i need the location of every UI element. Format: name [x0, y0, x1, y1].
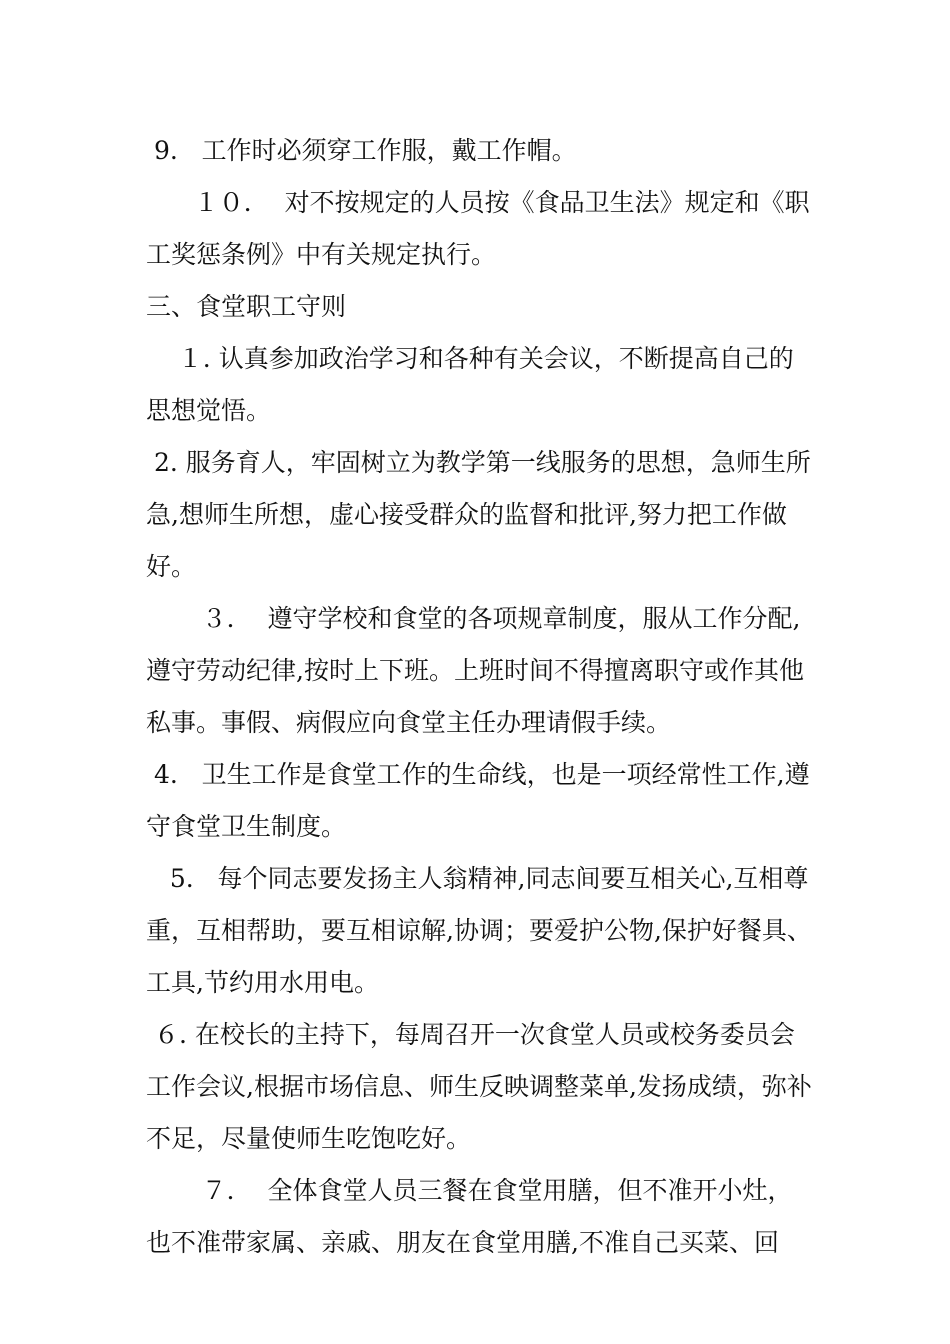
paragraph-rule-9: 9. 工作时必须穿工作服，戴工作帽。	[146, 136, 577, 165]
paragraph-rule-2: 2. 服务育人，牢固树立为教学第一线服务的思想，急师生所急,想师生所想，虚心接受群众的监督和批评,努力把工作做好。	[146, 448, 811, 581]
paragraph-rule-10: １０． 对不按规定的人员按《食品卫生法》规定和《职工奖惩条例》中有关规定执行。	[146, 188, 810, 269]
paragraph-rule-3: ３． 遵守学校和食堂的各项规章制度，服从工作分配,遵守劳动纪律,按时上下班。上班时间不得擅离职守或作其他私事。事假、病假应向食堂主任办理请假手续。	[146, 604, 804, 737]
paragraph-rule-7: ７． 全体食堂人员三餐在食堂用膳，但不准开小灶，也不准带家属、亲戚、朋友在食堂用膳,不准自己买菜、回	[146, 1176, 793, 1257]
document-body	[146, 125, 816, 1269]
paragraph-rule-5: 5. 每个同志要发扬主人翁精神,同志间要互相关心,互相尊重，互相帮助，要互相谅解,协调；要爱护公物,保护好餐具、工具,节约用水用电。	[146, 864, 812, 997]
paragraph-rule-4: 4. 卫生工作是食堂工作的生命线，也是一项经常性工作,遵守食堂卫生制度。	[146, 760, 810, 841]
paragraph-rule-1: １. 认真参加政治学习和各种有关会议，不断提高自己的思想觉悟。	[146, 344, 794, 425]
section-heading: 三、食堂职工守则	[146, 292, 347, 321]
paragraph-rule-6: ６. 在校长的主持下，每周召开一次食堂人员或校务委员会工作会议,根据市场信息、师生反映调整菜单,发扬成绩，弥补不足，尽量使师生吃饱吃好。	[146, 1020, 812, 1153]
